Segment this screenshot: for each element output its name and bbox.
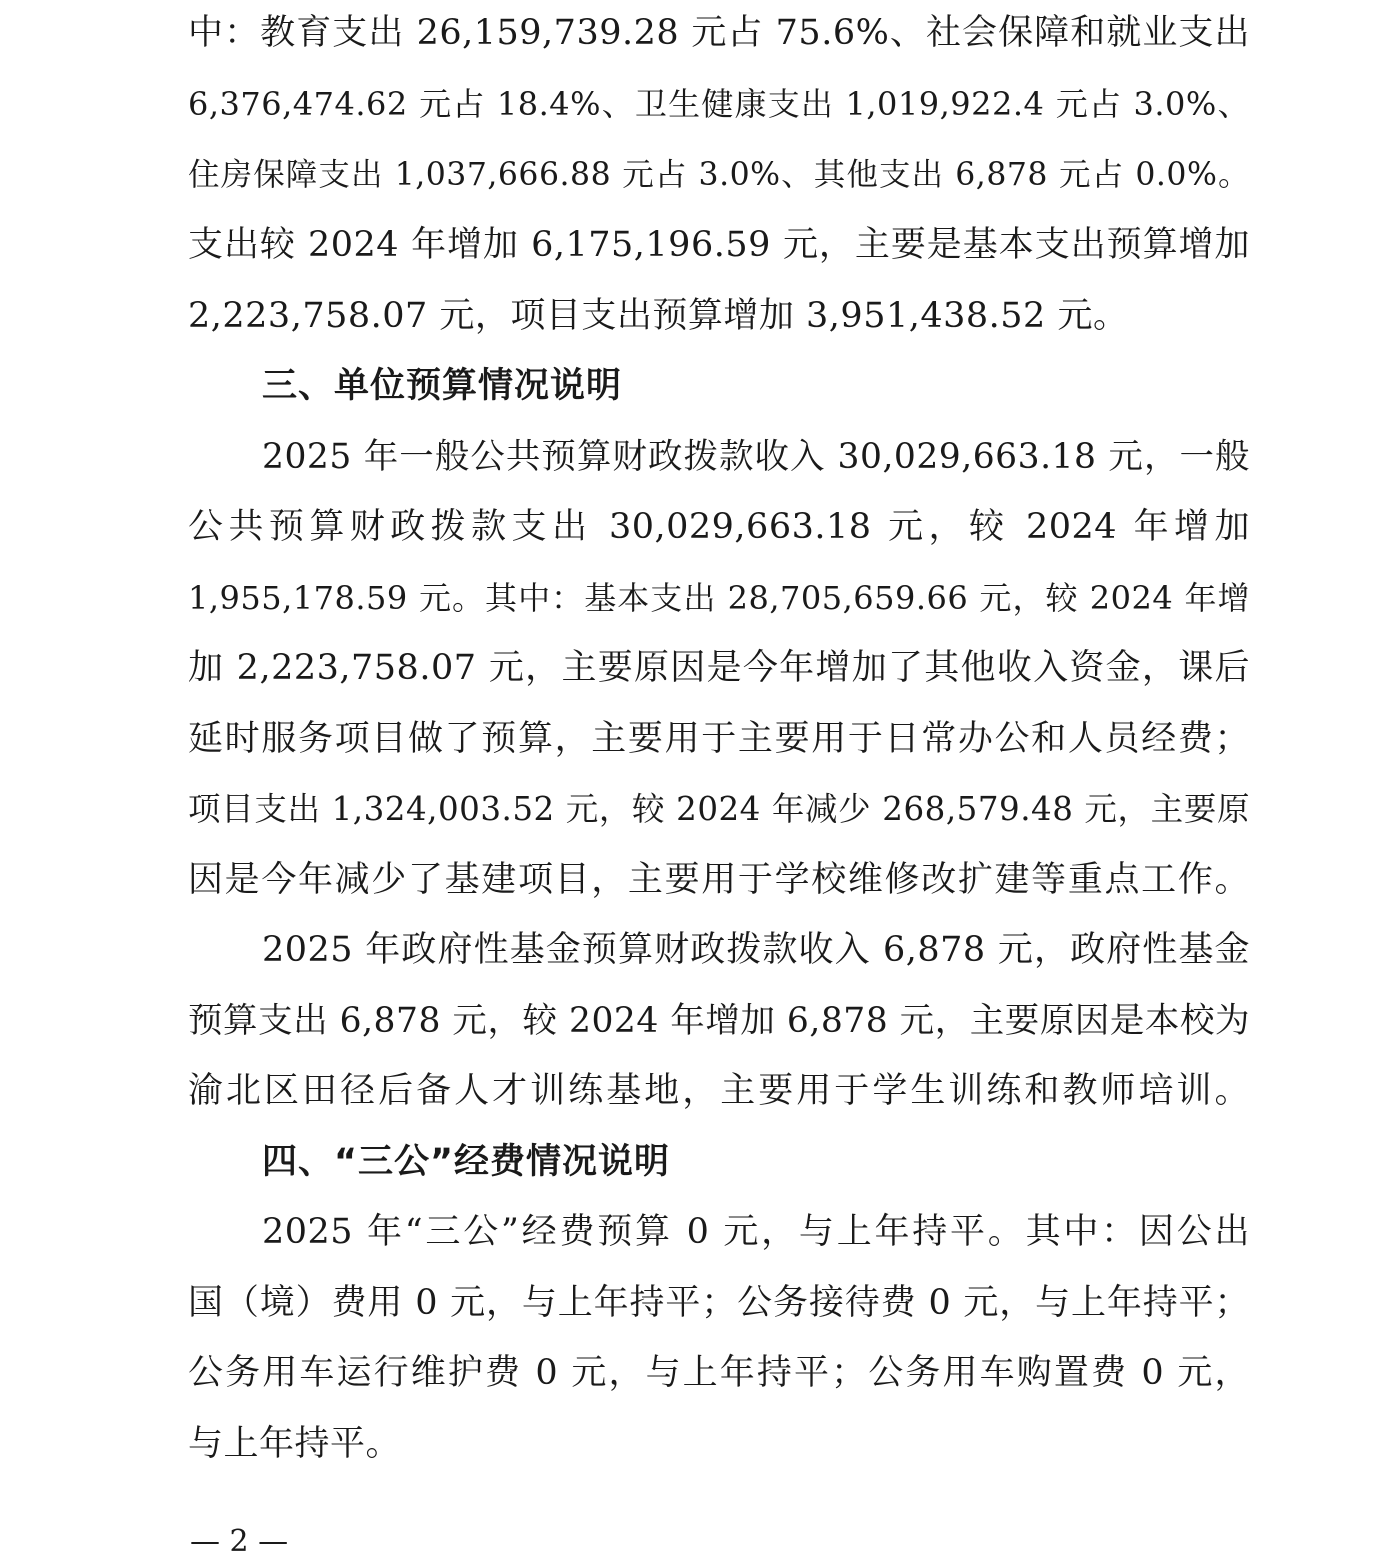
paragraph-line: 1,955,178.59 元。其中：基本支出 28,705,659.66 元，较 2024 年增 bbox=[188, 579, 1250, 617]
paragraph-line: 与上年持平。 bbox=[188, 1424, 402, 1464]
paragraph-line: 延时服务项目做了预算，主要用于主要用于日常办公和人员经费； bbox=[188, 719, 1250, 759]
paragraph-line: 2025 年一般公共预算财政拨款收入 30,029,663.18 元，一般 bbox=[262, 437, 1250, 477]
paragraph-line: 项目支出 1,324,003.52 元，较 2024 年减少 268,579.48 元，主要原 bbox=[188, 790, 1250, 828]
paragraph-line: 国（境）费用 0 元，与上年持平；公务接待费 0 元，与上年持平； bbox=[188, 1283, 1250, 1323]
paragraph-line: 6,376,474.62 元占 18.4%、卫生健康支出 1,019,922.4 元占 3.0%、 bbox=[188, 85, 1250, 123]
paragraph-line: 加 2,223,758.07 元，主要原因是今年增加了其他收入资金，课后 bbox=[188, 648, 1250, 688]
page-number: — 2 — bbox=[190, 1524, 289, 1559]
paragraph-line: 公共预算财政拨款支出 30,029,663.18 元，较 2024 年增加 bbox=[188, 507, 1250, 547]
paragraph-line: 公务用车运行维护费 0 元，与上年持平；公务用车购置费 0 元， bbox=[188, 1353, 1250, 1393]
paragraph-line: 预算支出 6,878 元，较 2024 年增加 6,878 元，主要原因是本校为 bbox=[188, 1001, 1250, 1041]
section-heading-3: 三、单位预算情况说明 bbox=[262, 366, 623, 406]
section-heading-4: 四、“三公”经费情况说明 bbox=[262, 1142, 671, 1182]
paragraph-line: 住房保障支出 1,037,666.88 元占 3.0%、其他支出 6,878 元占 0.0%。 bbox=[188, 157, 1250, 193]
paragraph-line: 因是今年减少了基建项目，主要用于学校维修改扩建等重点工作。 bbox=[188, 860, 1250, 900]
paragraph-line: 中：教育支出 26,159,739.28 元占 75.6%、社会保障和就业支出 bbox=[188, 13, 1250, 53]
paragraph-line: 支出较 2024 年增加 6,175,196.59 元，主要是基本支出预算增加 bbox=[188, 225, 1250, 265]
paragraph-line: 2,223,758.07 元，项目支出预算增加 3,951,438.52 元。 bbox=[188, 296, 1129, 336]
paragraph-line: 2025 年政府性基金预算财政拨款收入 6,878 元，政府性基金 bbox=[262, 930, 1250, 970]
paragraph-line: 渝北区田径后备人才训练基地，主要用于学生训练和教师培训。 bbox=[188, 1071, 1250, 1111]
paragraph-line: 2025 年“三公”经费预算 0 元，与上年持平。其中：因公出 bbox=[262, 1212, 1250, 1252]
